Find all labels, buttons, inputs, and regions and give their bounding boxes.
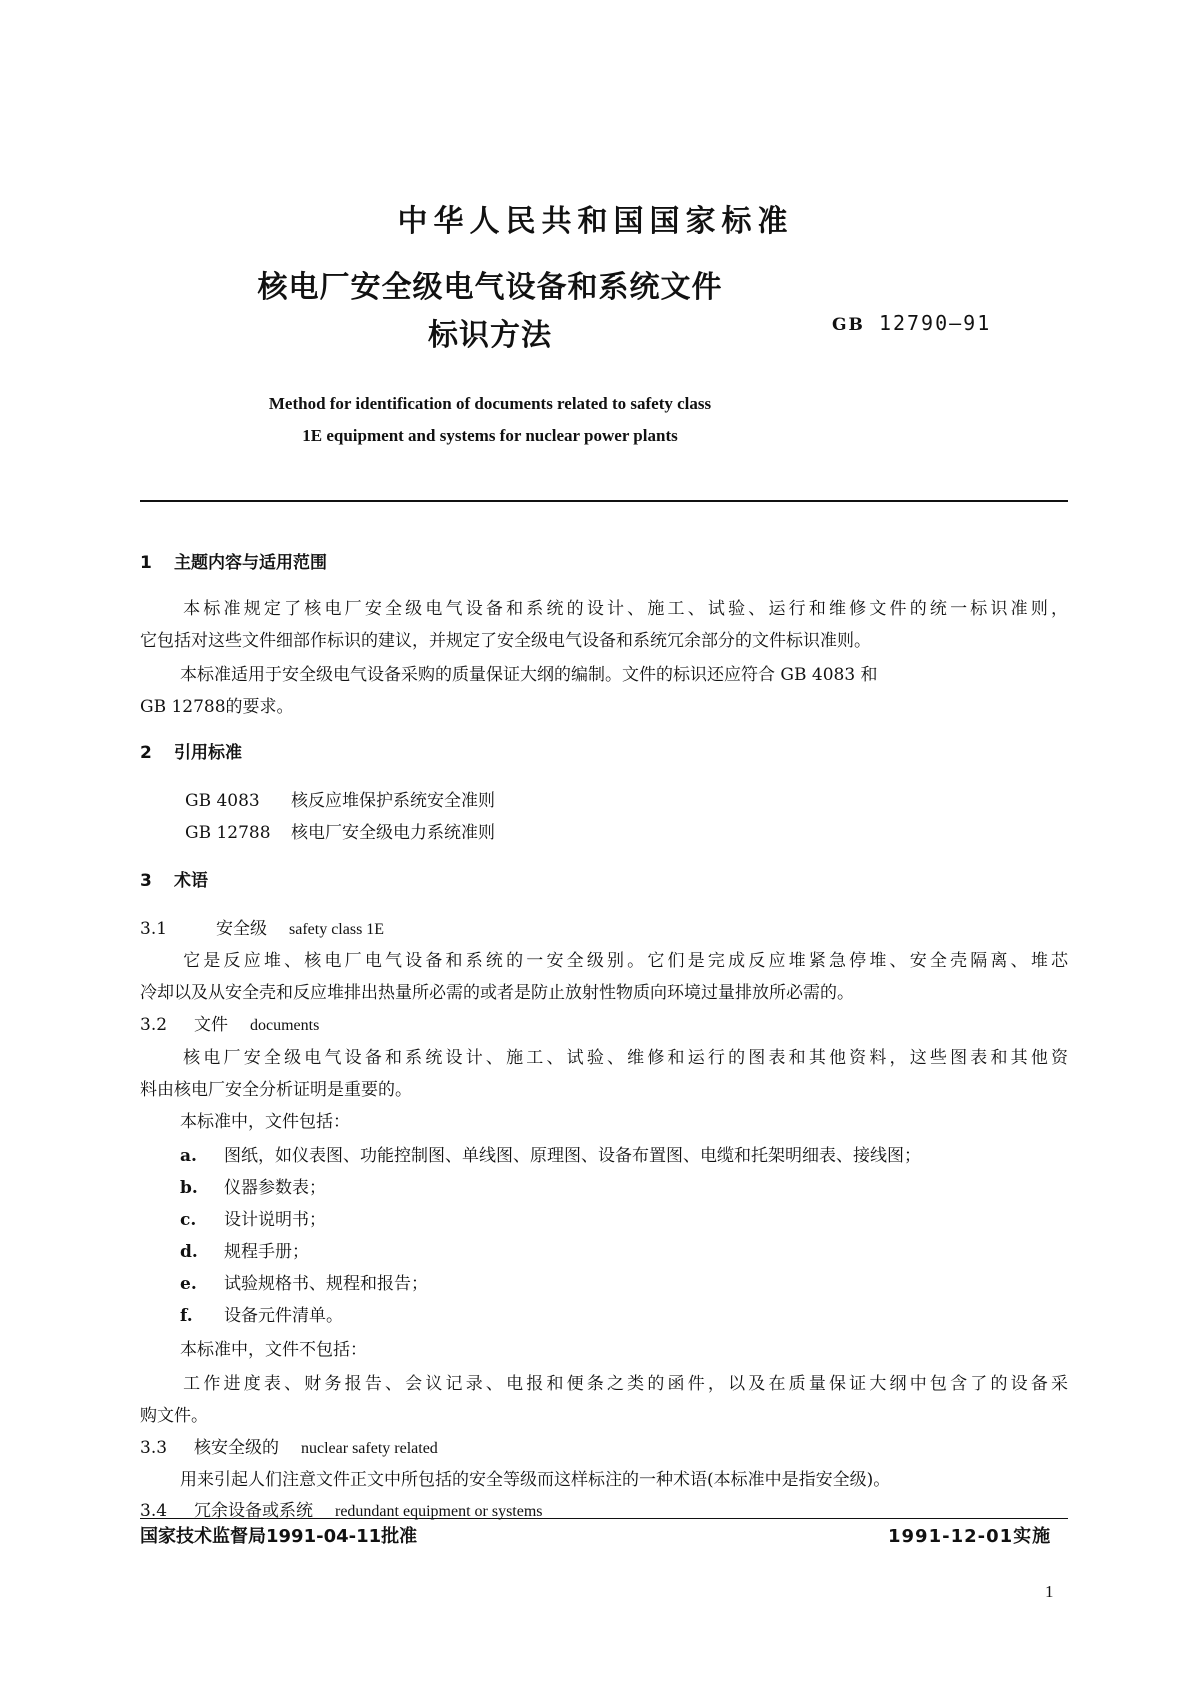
term-english: documents [250,1017,320,1034]
section-1-paragraph-2-line-1: 本标准适用于安全级电气设备采购的质量保证大纲的编制。文件的标识还应符合 GB 4083 和 [180,665,878,685]
term-3-1-definition-line-1: 它是反应堆、核电厂电气设备和系统的一安全级别。它们是完成反应堆紧急停堆、安全壳隔离、堆芯 [180,951,1068,971]
list-item-text: 图纸，如仪表图、功能控制图、单线图、原理图、设备布置图、电缆和托架明细表、接线图； [224,1146,921,1166]
reference-code: GB 12788 [185,823,271,843]
list-item [180,1237,309,1262]
term-3-1 [140,914,384,939]
english-title-line-1: Method for identification of documents related to safety class [268,394,712,413]
list-item-text: 试验规格书、规程和报告； [224,1274,428,1294]
english-title-line-2: 1E equipment and systems for nuclear power plants [302,426,678,445]
list-item-label: d. [180,1242,198,1262]
effective-date-note: 1991-12-01实施 [888,1526,1052,1547]
list-item [180,1205,326,1230]
section-2-number: 2 [140,743,152,763]
section-1-number: 1 [140,553,152,573]
section-1-heading [140,548,327,573]
reference-name: 核电厂安全级电力系统准则 [291,823,495,843]
standard-prefix: GB [832,315,865,335]
term-english: nuclear safety related [301,1440,438,1457]
chinese-title-line-2: 标识方法 [428,318,552,353]
list-item-text: 规程手册； [224,1242,309,1262]
list-item-label: a. [180,1146,197,1166]
header-divider [140,500,1068,502]
section-1-paragraph-1-line-1: 本标准规定了核电厂安全级电气设备和系统的设计、施工、试验、运行和维修文件的统一标识准则， [180,599,1068,619]
list-item-label: c. [180,1210,197,1230]
list-item-text: 设计说明书； [224,1210,326,1230]
term-english: redundant equipment or systems [335,1503,543,1520]
term-number: 3.4 [140,1501,168,1521]
section-3-number: 3 [140,871,152,891]
standard-code: 12790—91 [878,311,992,335]
section-3-heading [140,866,208,891]
reference-item [185,786,495,811]
section-1-paragraph-2-line-2: GB 12788的要求。 [140,697,294,717]
term-number: 3.2 [140,1015,168,1035]
term-name: 核安全级的 [194,1438,279,1458]
documents-exclude-line-2: 购文件。 [140,1406,208,1426]
list-item-label: e. [180,1274,197,1294]
national-standard-heading: 中华人民共和国国家标准 [397,204,794,239]
list-item [180,1301,343,1326]
section-1-title: 主题内容与适用范围 [174,553,327,573]
standard-number [832,311,991,335]
section-3-title: 术语 [174,871,208,891]
section-2-heading [140,738,242,763]
term-number: 3.1 [140,919,168,939]
footer-divider [140,1518,1068,1519]
term-name: 文件 [194,1015,228,1035]
documents-include-intro: 本标准中，文件包括： [180,1112,350,1132]
page-number: 1 [1045,1582,1054,1601]
list-item-text: 仪器参数表； [224,1178,326,1198]
section-1-paragraph-1-line-2: 它包括对这些文件细部作标识的建议，并规定了安全级电气设备和系统冗余部分的文件标识准则。 [140,631,871,651]
list-item [180,1173,326,1198]
reference-item [185,818,495,843]
list-item-text: 设备元件清单。 [224,1306,343,1326]
reference-name: 核反应堆保护系统安全准则 [291,791,495,811]
term-3-2 [140,1010,319,1035]
term-3-2-definition-line-1: 核电厂安全级电气设备和系统设计、施工、试验、维修和运行的图表和其他资料，这些图表和其他资 [180,1048,1068,1068]
term-3-1-definition-line-2: 冷却以及从安全壳和反应堆排出热量所必需的或者是防止放射性物质向环境过量排放所必需的。 [140,983,854,1003]
list-item [180,1269,428,1294]
list-item-label: f. [180,1306,193,1326]
documents-exclude-intro: 本标准中，文件不包括： [180,1340,367,1360]
term-name: 安全级 [216,919,267,939]
chinese-title-line-1: 核电厂安全级电气设备和系统文件 [257,270,723,305]
term-name: 冗余设备或系统 [194,1501,313,1521]
approval-note: 国家技术监督局1991-04-11批准 [140,1526,418,1547]
list-item [180,1141,921,1166]
reference-code: GB 4083 [185,791,260,811]
list-item-label: b. [180,1178,198,1198]
term-3-3 [140,1433,438,1458]
term-3-2-definition-line-2: 料由核电厂安全分析证明是重要的。 [140,1080,412,1100]
term-3-3-definition: 用来引起人们注意文件正文中所包括的安全等级而这样标注的一种术语(本标准中是指安全级)。 [180,1470,891,1490]
section-2-title: 引用标准 [174,743,242,763]
documents-exclude-line-1: 工作进度表、财务报告、会议记录、电报和便条之类的函件，以及在质量保证大纲中包含了的设备采 [180,1374,1068,1394]
term-number: 3.3 [140,1438,168,1458]
term-english: safety class 1E [289,921,385,938]
